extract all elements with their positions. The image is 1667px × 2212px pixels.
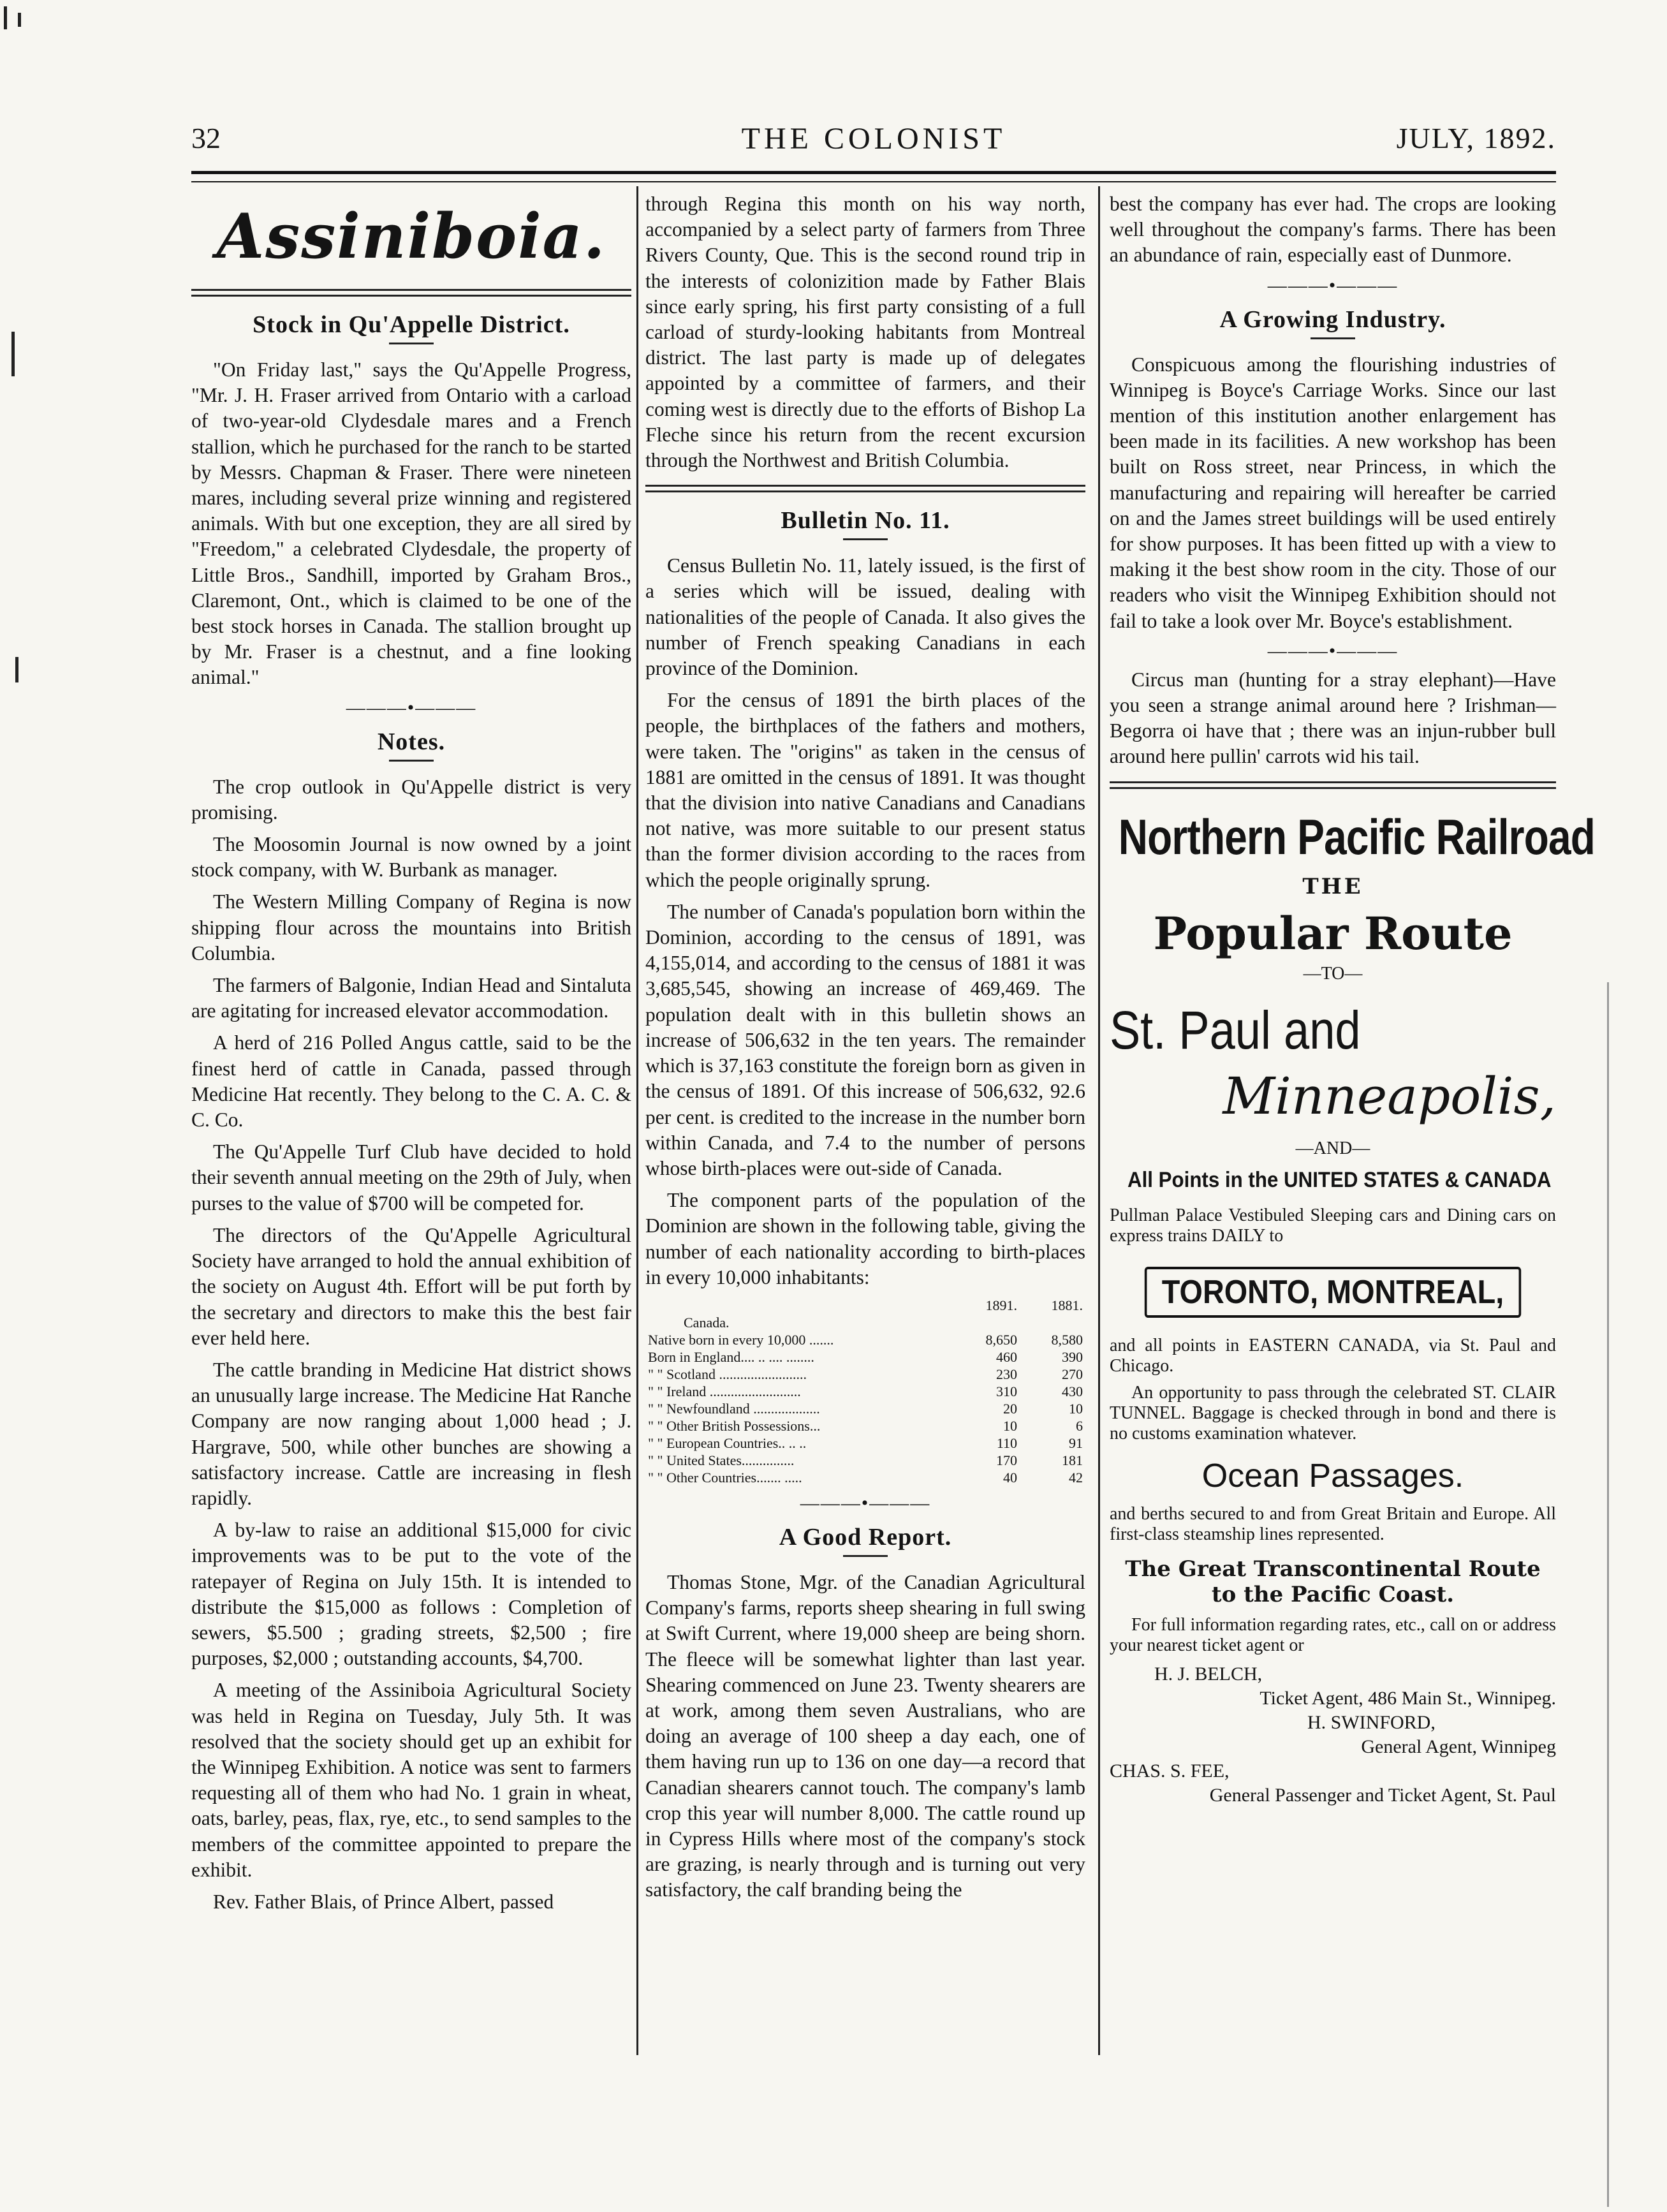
note-paragraph: The farmers of Balgonie, Indian Head and Sintaluta are agitating for increased elevator accommodation.	[191, 974, 631, 1022]
article-paragraph: Thomas Stone, Mgr. of the Canadian Agricultural Company's farms, reports sheep shearing in full swing at Swift Current, where 19,000 sheep are being shorn. The fleece will be somewhat lighter than last year. Shearing commenced on June 23. Twenty shearers are at work, among them seven Australians, who are doing an average of 100 sheep a day each, one of them having run up to 136 on one day—a record that Canadian shearers cannot touch. The company's lamb crop this year will number 8,000. The cattle round up in Cypress Hills where most of the company's stock are grazing, is nearly through and is turning out very satisfactory, the calf branding being the	[645, 1570, 1085, 1901]
continued-paragraph: through Regina this month on his way north, accompanied by a select party of farmers from Three Rivers County, Que. This is the second round trip in the interests of colonizition made by Father Blais since early spring, his first party consisting of a full carload of sturdy-looking habitants from Montreal district. The last party is made up of delegates appointed by a committee of farmers, and their coming west is directly due to the efforts of Bishop La Fleche since his return from the recent excursion through the Northwest and British Columbia.	[645, 193, 1085, 472]
continued-paragraph: best the company has ever had. The crops are looking well throughout the company's farms. There has been an abundance of rain, especially east of Dunmore.	[1110, 193, 1556, 267]
note-paragraph: A herd of 216 Polled Angus cattle, said to be the finest herd of cattle in Canada, passed through Medicine Hat recently. They belong to the C. A. C. & C. Co.	[191, 1031, 631, 1132]
section-rule	[191, 289, 631, 297]
note-paragraph: The cattle branding in Medicine Hat district shows an unusually large increase. The Medicine Hat Ranche Company are now ranging about 1,000 head ; J. Hargrave, 500, while other bunches are showing a satisfactory increase. Cattle are increasing in flesh rapidly.	[191, 1358, 631, 1509]
column-1	[191, 191, 631, 2212]
ad-st-paul: St. Paul and	[1110, 999, 1361, 1060]
scan-mark	[4, 6, 7, 29]
column-3	[1110, 191, 1596, 2212]
table-row: Canada.	[684, 1314, 730, 1331]
table-row: " " Newfoundland ................... 20 10	[648, 1400, 1083, 1417]
column-2	[645, 191, 1085, 2212]
article-paragraph: Conspicuous among the flourishing industries of Winnipeg is Boyce's Carriage Works. Since our last mention of this institution another enlargement has been made in its facilities. A new workshop has been built on Ross street, near Princess, in which the manufacturing and repairing will hereafter be carried on and the James street buildings will be used entirely for show purposes. It has been fitted up with a view to making it the best show room in the city. Those of our readers who visit the Winnipeg Exhibition should not fail to take a look over Mr. Boyce's establishment.	[1110, 353, 1556, 632]
note-paragraph: The directors of the Qu'Appelle Agricultural Society have arranged to hold the annual exhibition of the society on August 4th. Effort will be put forth by the secretary and directors to make this the best fair ever held here.	[191, 1223, 631, 1349]
ad-transcontinental: The Great Transcontinental Route to the Pacific Coast.	[1125, 1556, 1541, 1607]
census-table	[645, 1297, 1085, 1486]
note-paragraph: The Moosomin Journal is now owned by a joint stock company, with W. Burbank as manager.	[191, 833, 631, 881]
header-rule	[191, 171, 1556, 182]
ornament-rule: ———•———	[346, 697, 477, 718]
ornament-rule: ———•———	[1267, 640, 1399, 661]
col-header-1891: 1891.	[985, 1297, 1017, 1313]
article-heading: A Good Report.	[779, 1523, 952, 1551]
heading-dash	[843, 538, 888, 540]
note-paragraph: A by-law to raise an additional $15,000 for civic improvements was to be put to the vote of the ratepayer of Regina on July 15th. It is intended to distribute the $15,000 as follows : Completion of sewers, $5.500 ; grading streets, $2,500 ; fire purposes, $2,000 ; outstanding accounts, $4,700.	[191, 1519, 631, 1670]
table-row: " " Other British Possessions... 10 6	[648, 1417, 1083, 1434]
agent-title: General Agent, Winnipeg	[1361, 1736, 1556, 1757]
note-paragraph: A meeting of the Assiniboia Agricultural Society was held in Regina on Tuesday, July 5th. It was resolved that the society should get up an exhibit for the Winnipeg Exhibition. A notice was sent to farmers requesting all of them who had No. 1 grain in wheat, oats, barley, peas, flax, rye, etc., to send samples to the members of the committee appointed to prepare the exhibit.	[191, 1679, 631, 1881]
section-rule	[645, 485, 1085, 492]
scan-mark	[18, 13, 21, 27]
railroad-advertisement	[1110, 808, 1596, 1808]
column-rule	[636, 186, 638, 2055]
ad-toronto-montreal: TORONTO, MONTREAL,	[1145, 1267, 1521, 1318]
article-heading: Notes.	[377, 728, 446, 755]
paper-title: THE COLONIST	[741, 122, 1006, 156]
table-row: Born in England.... .. .... ........ 460 390	[648, 1348, 1083, 1365]
note-paragraph: The Qu'Appelle Turf Club have decided to hold their seventh annual meeting on the 29th of July, when purses to the value of $700 will be competed for.	[191, 1140, 631, 1214]
ad-the: THE	[1302, 873, 1363, 899]
agent-name: H. J. BELCH,	[1154, 1663, 1263, 1685]
table-row: Native born in every 10,000 ....... 8,650 8,580	[648, 1331, 1083, 1348]
ad-railroad-name: Northern Pacific Railroad	[1118, 808, 1596, 865]
article-paragraph: "On Friday last," says the Qu'Appelle Progress, "Mr. J. H. Fraser arrived from Ontario with a carload of two-year-old Clydesdale mares and a French stallion, which he purchased for the ranch to be started by Messrs. Chapman & Fraser. There were nineteen mares, including several prize winning and registered animals. With but one exception, they are all sired by "Freedom," a celebrated Clydesdale, the property of Little Bros., Sandhill, imported by Graham Bros., Claremont, Ont., which is claimed to be one of the best stock horses in Canada. The stallion brought up by Mr. Fraser is a chestnut, and a fine looking animal."	[191, 358, 631, 689]
article-paragraph: For the census of 1891 the birth places of the people, the birthplaces of the fathers and mothers, were taken. The "origins" as taken in the census of 1881 are omitted in the census of 1891. It was thought that the division into native Canadians and Canadians not native, was more suitable to our present status than the former division according to the races from which the people originally sprung.	[645, 689, 1085, 891]
ad-minneapolis: Minneapolis,	[1223, 1066, 1556, 1126]
ad-ocean-passages: Ocean Passages.	[1201, 1457, 1464, 1494]
ad-eastern: and all points in EASTERN CANADA, via St. Paul and Chicago.	[1110, 1335, 1556, 1376]
agent-name: H. SWINFORD,	[1307, 1711, 1436, 1733]
page-number: 32	[191, 122, 221, 154]
heading-dash	[389, 760, 434, 762]
ad-info: For full information regarding rates, etc., call on or address your nearest ticket agent or	[1110, 1614, 1556, 1655]
table-row: " " European Countries.. .. .. 110 91	[648, 1434, 1083, 1451]
agent-title: Ticket Agent, 486 Main St., Winnipeg.	[1259, 1687, 1556, 1709]
ad-tunnel: An opportunity to pass through the celebrated ST. CLAIR TUNNEL. Baggage is checked through in bond and there is no customs examination whatever.	[1110, 1382, 1556, 1443]
article-paragraph: The number of Canada's population born within the Dominion, according to the census of 1891, was 4,155,014, and according to the census of 1881 it was 3,685,545, showing an increase of 469,469. The population dealt with in this bulletin shows an increase of 506,632 in the ten years. The remainder which is 37,163 constitute the foreign born as given in the census of 1891. Of this increase of 506,632, 92.6 per cent. is credited to the increase in the number born within Canada, and 7.4 to the number of persons whose birth-places were out-side of Canada.	[645, 900, 1085, 1179]
column-rule	[1098, 186, 1100, 2055]
ad-berths: and berths secured to and from Great Britain and Europe. All first-class steamship lines represented.	[1110, 1503, 1556, 1544]
section-rule	[1110, 781, 1556, 789]
heading-dash	[843, 1555, 888, 1557]
note-paragraph: The Western Milling Company of Regina is now shipping flour across the mountains into British Columbia.	[191, 890, 631, 964]
ad-and: —AND—	[1295, 1138, 1370, 1158]
article-paragraph: Census Bulletin No. 11, lately issued, is the first of a series which will be issued, dealing with nationalities of the people of Canada. It also gives the number of French speaking Canadians in each province of the Dominion.	[645, 554, 1085, 680]
ad-all-points: All Points in the UNITED STATES & CANADA	[1127, 1167, 1552, 1192]
table-row: " " Ireland .......................... 310 430	[648, 1383, 1083, 1399]
article-heading: Bulletin No. 11.	[781, 507, 950, 535]
table-row: " " Other Countries....... ..... 40 42	[648, 1469, 1083, 1486]
ornament-rule: ———•———	[800, 1492, 931, 1514]
col-header-1881: 1881.	[1051, 1297, 1083, 1313]
section-masthead: Assiniboia.	[216, 200, 606, 272]
note-paragraph: Rev. Father Blais, of Prince Albert, passed	[213, 1890, 554, 1913]
agent-title: General Passenger and Ticket Agent, St. Paul	[1209, 1784, 1556, 1806]
scan-mark	[15, 657, 18, 682]
scan-mark	[11, 332, 15, 376]
table-row: " " Scotland ......................... 230 270	[648, 1366, 1083, 1382]
table-header-row	[645, 1297, 1085, 1314]
ornament-rule: ———•———	[1267, 274, 1399, 296]
article-paragraph: The component parts of the population of the Dominion are shown in the following table, giving the number of each nationality according to birth-places in every 10,000 inhabitants:	[645, 1189, 1085, 1288]
article-paragraph: Circus man (hunting for a stray elephant)—Have you seen a strange animal around here ? Irishman—Begorra oi have that ; there was an injun-rubber bull around here pullin' carrots wid his tail.	[1110, 668, 1556, 768]
heading-dash	[1311, 337, 1355, 339]
issue-date: JULY, 1892.	[1396, 122, 1556, 154]
table-row: " " United States............... 170 181	[648, 1452, 1083, 1468]
running-head	[191, 121, 1556, 166]
agent-name: CHAS. S. FEE,	[1110, 1760, 1230, 1781]
note-paragraph: The crop outlook in Qu'Appelle district is very promising.	[191, 775, 631, 823]
ad-popular-route: Popular Route	[1153, 906, 1513, 960]
ad-pullman: Pullman Palace Vestibuled Sleeping cars and Dining cars on express trains DAILY to	[1110, 1205, 1556, 1246]
ad-to: —TO—	[1303, 963, 1363, 984]
heading-dash	[389, 343, 434, 344]
article-heading: Stock in Qu'Appelle District.	[253, 311, 570, 338]
article-heading: A Growing Industry.	[1219, 306, 1446, 333]
scan-edge	[1607, 982, 1609, 2207]
